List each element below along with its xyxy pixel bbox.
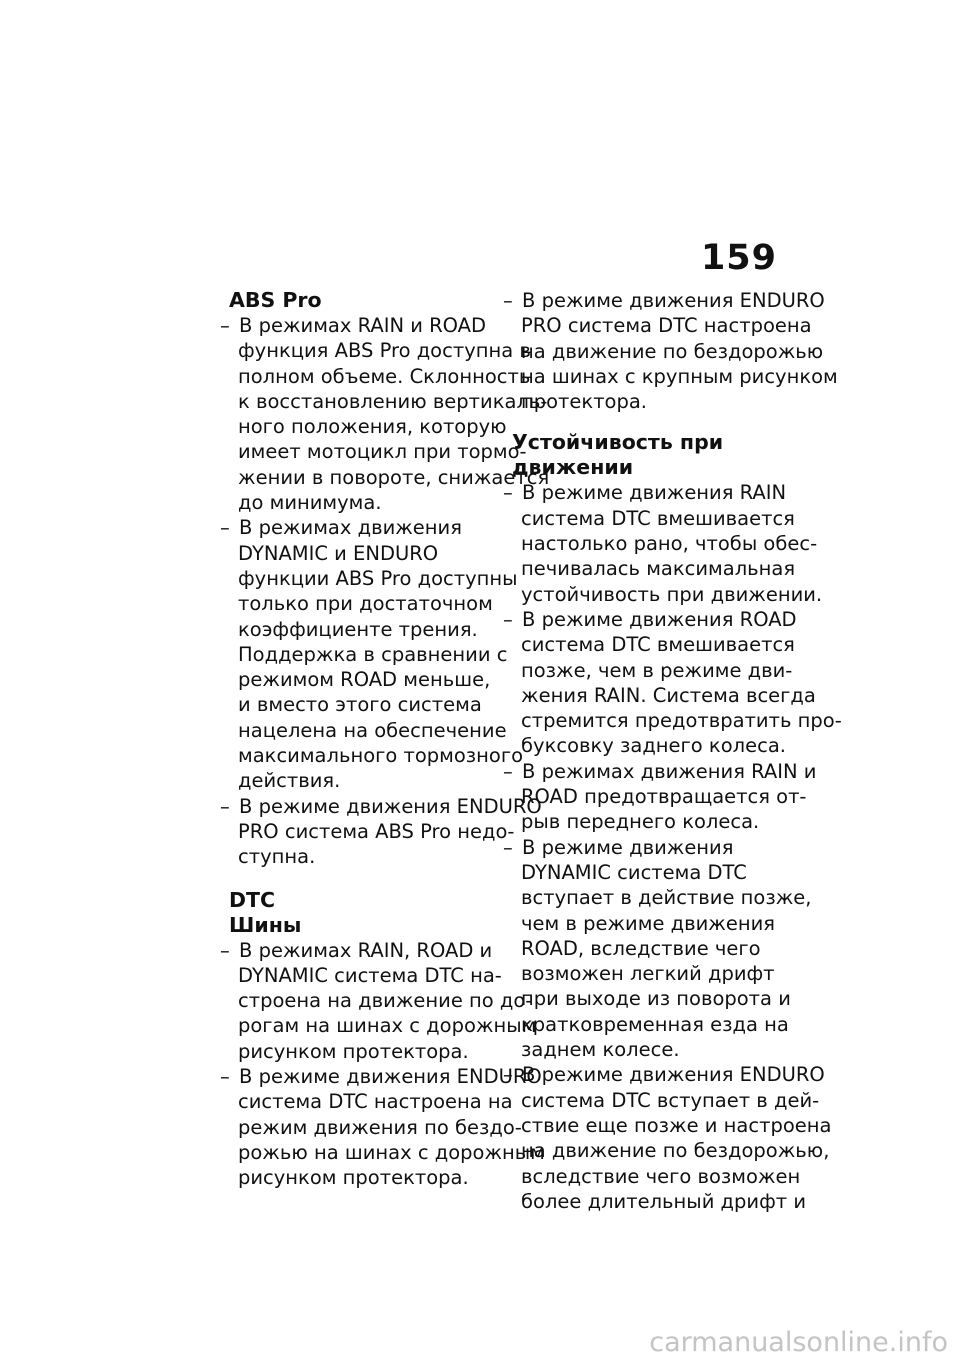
text-line: режим движения по бездо- [238,1115,522,1139]
list-item [229,515,524,793]
text-line: – В режимах движения RAIN и [512,759,787,784]
text-line: строена на движение по до- [238,989,533,1013]
heading-line: Устойчивость при [512,430,724,455]
text-line: и вместо этого система [238,693,482,717]
text-line: – В режиме движения ENDURO [512,288,787,313]
text-line: – В режимах RAIN, ROAD и [229,938,494,963]
text-line: – В режиме движения ENDURO [229,794,494,819]
text-line: Поддержка в сравнении с [238,642,508,666]
text-line: протектора. [521,390,648,414]
left-column [229,288,550,1191]
text-line: действия. [238,769,341,793]
text-line: только при достаточном [238,592,493,616]
text-line: чем в режиме движения [521,911,776,935]
text-line: функция ABS Pro доступна в [238,339,531,363]
list-item [229,1064,545,1190]
text-line: имеет мотоцикл при тормо- [238,440,527,464]
dtc-bullet-list [229,938,545,1191]
text-line: – В режимах движения [229,515,494,540]
subheading-tires: Шины [229,912,302,937]
text-line: режимом ROAD меньше, [238,668,491,692]
text-line: ROAD, вследствие чего [521,936,761,960]
text-line: жения RAIN. Система всегда [521,683,816,707]
list-item [512,607,842,759]
text-line: возможен легкий дрифт [521,962,775,986]
text-line: максимального тормозного [238,744,524,768]
text-line: DYNAMIC система DTC на- [238,963,502,987]
list-item [512,288,838,414]
list-item [229,794,542,870]
text-line: система DTC вмешивается [521,506,795,530]
text-line: стремится предотвратить про- [521,709,842,733]
text-line: PRO система DTC настроена [521,314,812,338]
text-line: система DTC вмешивается [521,633,795,657]
text-line: вследствие чего возможен [521,1164,801,1188]
list-item [512,835,812,1063]
list-item [512,759,817,835]
page-number: 159 [700,238,777,278]
list-item [229,938,537,1064]
text-line: на движение по бездорожью [521,339,824,363]
section-heading-stability [512,430,787,480]
text-line: жении в повороте, снижается [238,465,550,489]
text-line: – В режиме движения ENDURO [229,1064,494,1089]
watermark: carmanualsonline.info [649,1327,948,1358]
list-item [512,480,823,606]
text-line: полном объеме. Склонность [238,364,531,388]
text-line: функции ABS Pro доступны [238,566,518,590]
text-line: позже, чем в режиме дви- [521,658,793,682]
text-line: PRO система ABS Pro недо- [238,819,515,843]
text-line: кратковременная езда на [521,1012,789,1036]
text-line: ступна. [238,845,316,869]
text-line: рисунком протектора. [238,1166,469,1190]
text-line: – В режимах RAIN и ROAD [229,313,494,338]
text-line: заднем колесе. [521,1038,680,1062]
text-line: система DTC вступает в дей- [521,1088,820,1112]
text-line: рыв переднего колеса. [521,810,760,834]
text-line: ствие еще позже и настроена [521,1113,832,1137]
text-line: рисунком протектора. [238,1039,469,1063]
text-line: – В режиме движения RAIN [512,480,787,505]
abs-pro-bullet-list [229,313,550,870]
text-line: нацелена на обеспечение [238,718,507,742]
text-line: DYNAMIC система DTC [521,860,747,884]
text-line: – В режиме движения ENDURO [512,1062,787,1087]
text-line: коэффициенте трения. [238,617,478,641]
text-line: ного положения, которую [238,415,507,439]
text-line: при выходе из поворота и [521,987,791,1011]
text-line: – В режиме движения ROAD [512,607,787,632]
text-line: ROAD предотвращается от- [521,785,807,809]
text-line: рожью на шинах с дорожным [238,1140,545,1164]
text-line: печивалась максимальная [521,557,796,581]
text-line: DYNAMIC и ENDURO [238,541,439,565]
right-column [512,288,842,1214]
text-line: до минимума. [238,491,382,515]
text-line: на движение по бездорожью, [521,1139,830,1163]
list-item [229,313,550,515]
list-item [512,1062,832,1214]
text-line: к восстановлению вертикаль- [238,389,548,413]
text-line: система DTC настроена на [238,1090,513,1114]
section-heading-abs-pro: ABS Pro [229,288,322,312]
text-line: на шинах с крупным рисунком [521,364,838,388]
heading-line: движении [512,455,634,480]
text-line: вступает в действие позже, [521,886,812,910]
text-line: буксовку заднего колеса. [521,734,786,758]
text-line: настолько рано, чтобы обес- [521,532,818,556]
text-line: устойчивость при движении. [521,582,823,606]
text-line: рогам на шинах с дорожным [238,1014,537,1038]
text-line: – В режиме движения [512,835,787,860]
text-line: более длительный дрифт и [521,1189,806,1213]
section-heading-dtc: DTC [229,887,276,912]
stability-bullet-list [512,480,842,1214]
